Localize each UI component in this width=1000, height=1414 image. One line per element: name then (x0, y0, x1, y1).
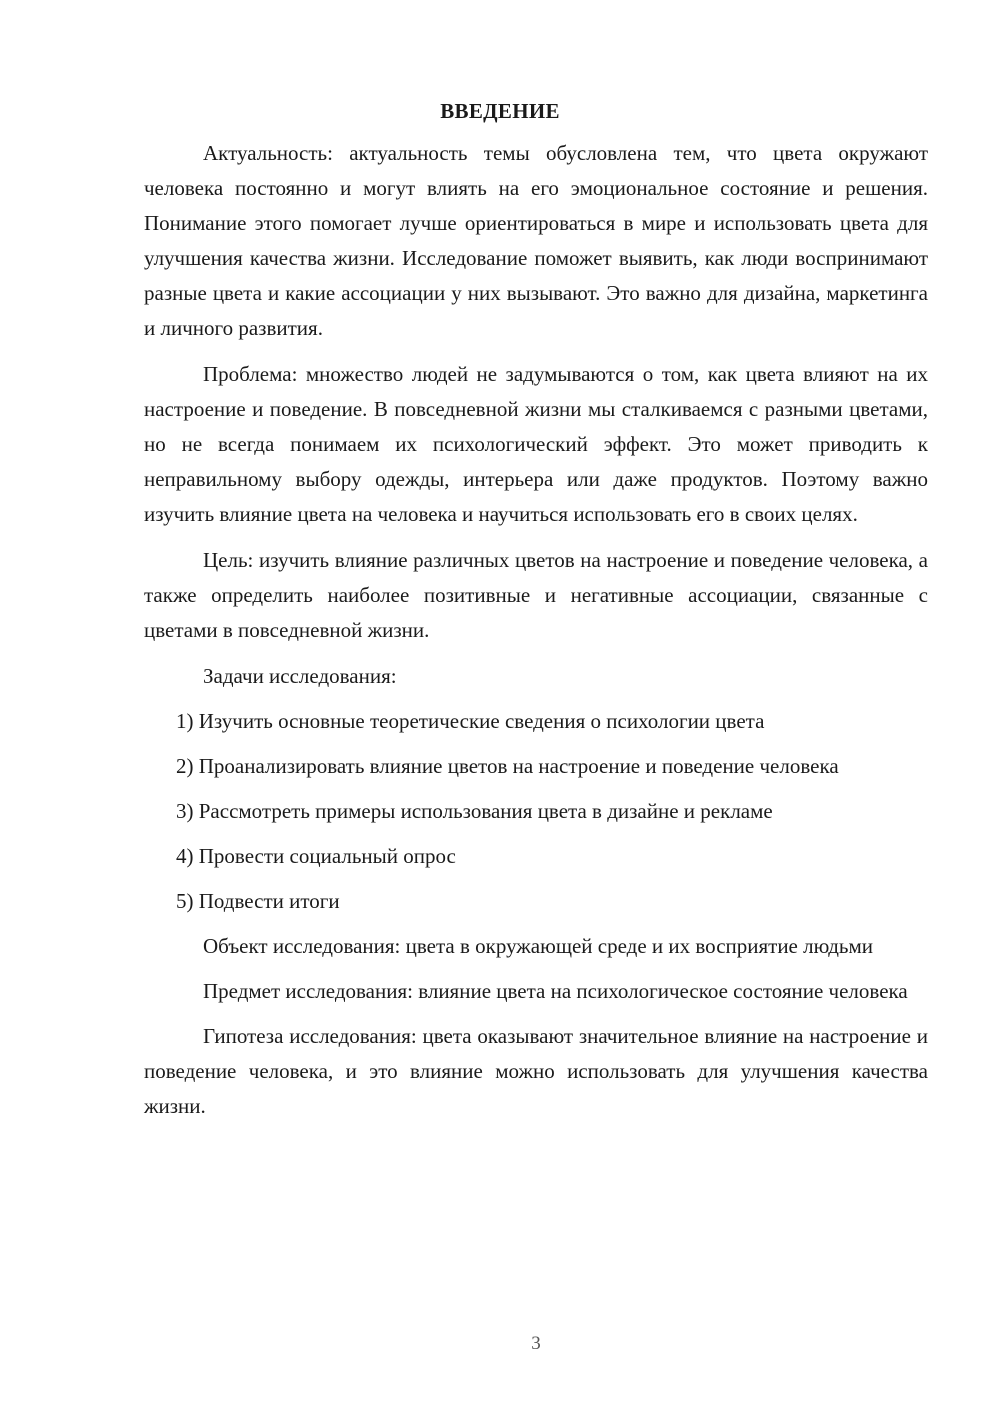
task-item-5: 5) Подвести итоги (176, 889, 340, 913)
tasks-heading: Задачи исследования: (203, 664, 397, 688)
paragraph-goal: Цель: изучить влияние различных цветов на настроение и поведение человека, а также определить наиболее позитивные и негативные ассоциации, связанные с цветами в повседневной жизни. (144, 548, 928, 642)
paragraph-hypothesis: Гипотеза исследования: цвета оказывают значительное влияние на настроение и поведение человека, и это влияние можно использовать для улучшения качества жизни. (144, 1024, 928, 1118)
paragraph-relevance: Актуальность: актуальность темы обусловлена тем, что цвета окружают человека постоянно и могут влиять на его эмоциональное состояние и решения. Понимание этого помогает лучше ориентироваться в мире и использовать цвета для улучшения качества жизни. Исследование поможет выявить, как люди воспринимают разные цвета и какие ассоциации у них вызывают. Это важно для дизайна, маркетинга и личного развития. (144, 141, 928, 340)
page-number: 3 (531, 1333, 541, 1354)
paragraph-problem: Проблема: множество людей не задумываются о том, как цвета влияют на их настроение и поведение. В повседневной жизни мы сталкиваемся с разными цветами, но не всегда понимаем их психологический эффект. Это может приводить к неправильному выбору одежды, интерьера или даже продуктов. Поэтому важно изучить влияние цвета на человека и научиться использовать его в своих целях. (144, 362, 928, 526)
task-item-4: 4) Провести социальный опрос (176, 844, 456, 868)
task-item-3: 3) Рассмотреть примеры использования цвета в дизайне и рекламе (176, 799, 773, 823)
task-item-2: 2) Проанализировать влияние цветов на настроение и поведение человека (176, 754, 839, 778)
paragraph-object: Объект исследования: цвета в окружающей среде и их восприятие людьми (203, 934, 874, 958)
paragraph-subject: Предмет исследования: влияние цвета на психологическое состояние человека (203, 979, 908, 1003)
document-page (144, 96, 928, 1124)
page-title: ВВЕДЕНИЕ (440, 99, 560, 123)
task-item-1: 1) Изучить основные теоретические сведения о психологии цвета (176, 709, 765, 733)
